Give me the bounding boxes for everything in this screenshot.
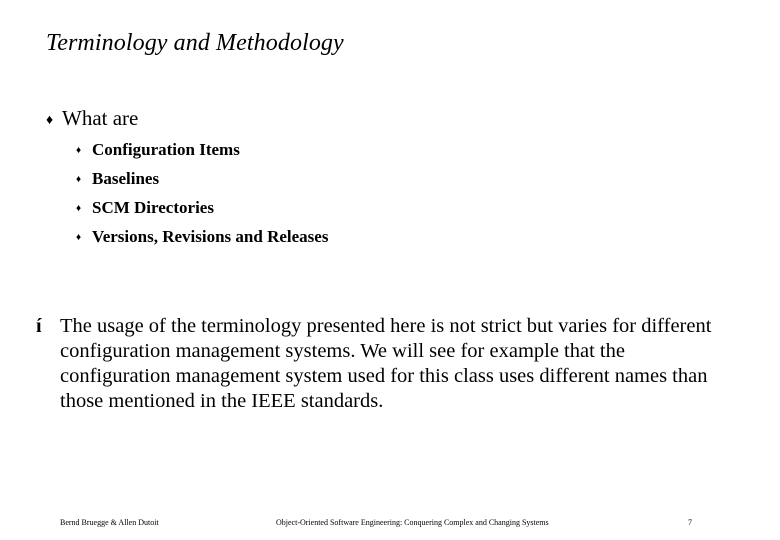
small-diamond-bullet-icon: ♦ — [76, 232, 82, 243]
sub-bullet-item — [76, 198, 328, 227]
footer-authors: Bernd Bruegge & Allen Dutoit — [60, 518, 159, 527]
note-paragraph — [36, 314, 716, 414]
sub-bullet-item — [76, 227, 328, 256]
main-bullet-row — [46, 106, 138, 131]
note-text: The usage of the terminology presented here is not strict but varies for different configuration management systems. We will see for example that the configuration management system used for this class uses different names than those mentioned in the IEEE standards. — [60, 315, 712, 412]
main-bullet-text: What are — [62, 106, 139, 130]
slide-title: Terminology and Methodology — [46, 30, 344, 56]
small-diamond-bullet-icon: ♦ — [76, 203, 82, 214]
pointing-hand-icon: í — [36, 315, 42, 337]
sub-bullet-text: Versions, Revisions and Releases — [92, 227, 329, 246]
sub-bullet-text: Configuration Items — [92, 140, 240, 159]
sub-bullet-list — [76, 140, 328, 256]
sub-bullet-item — [76, 169, 328, 198]
sub-bullet-item — [76, 140, 328, 169]
footer-course-title: Object-Oriented Software Engineering: Conquering Complex and Changing Systems — [276, 518, 549, 527]
sub-bullet-text: SCM Directories — [92, 198, 214, 217]
small-diamond-bullet-icon: ♦ — [76, 145, 82, 156]
sub-bullet-text: Baselines — [92, 169, 160, 188]
footer-page-number: 7 — [688, 518, 692, 527]
diamond-bullet-icon: ♦ — [46, 113, 54, 128]
small-diamond-bullet-icon: ♦ — [76, 174, 82, 185]
